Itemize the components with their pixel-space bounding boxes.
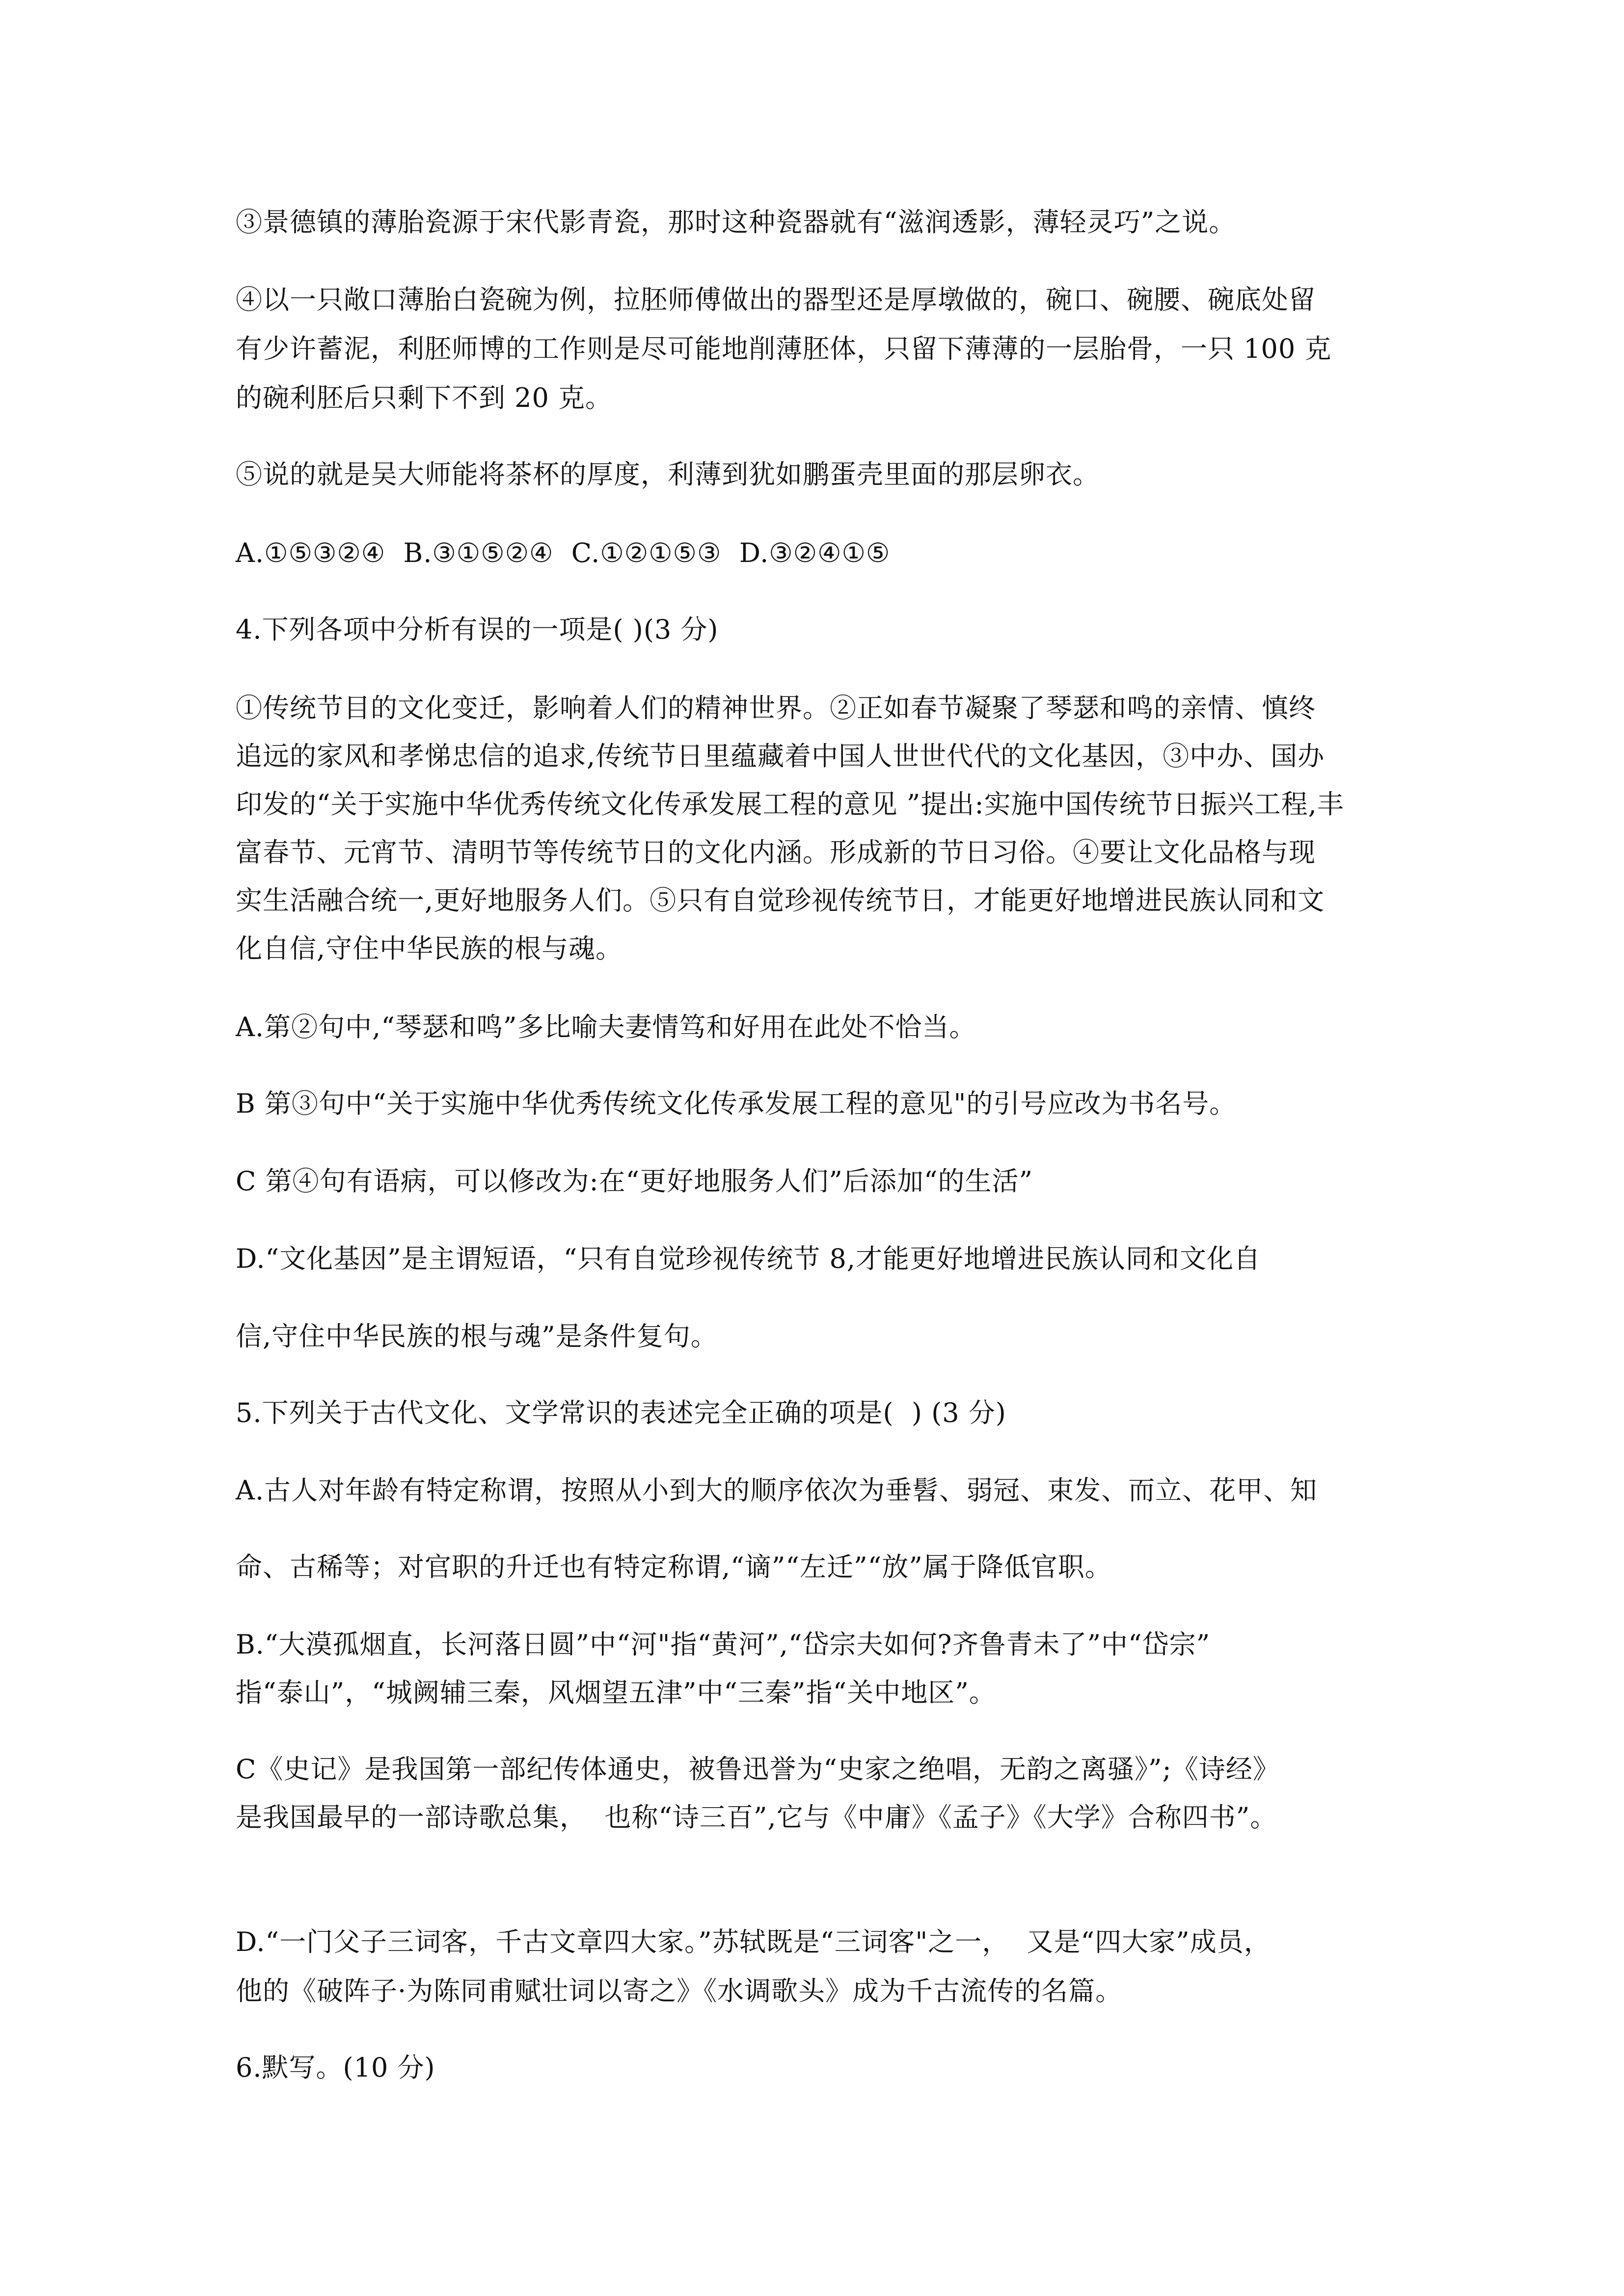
option-line-4c: 的碗利胚后只剩下不到 20 克。 <box>236 382 613 413</box>
answer-choices: A.①⑤③②④ B.③①⑤②④ C.①②①⑤③ D.③②④①⑤ <box>236 537 891 568</box>
q5-option-b-line-1: B.“大漠孤烟直，长河落日圆”中“河"指“黄河”,“岱宗夫如何?齐鲁青未了”中“岱宗” <box>236 1629 1211 1660</box>
q5-option-d-line-1: D.“一门父子三词客，千古文章四大家。”苏轼既是“三词客"之一， 又是“四大家”成员， <box>236 1926 1271 1957</box>
q4-passage-line-3: 印发的“关于实施中华优秀传统文化传承发展工程的意见 ”提出:实施中国传统节日振兴工程,丰 <box>236 789 1344 820</box>
option-line-4b: 有少许蓄泥，利胚师博的工作则是尽可能地削薄胚体，只留下薄薄的一层胎骨，一只 100 克 <box>236 333 1332 364</box>
q5-option-a-line-1: A.古人对年龄有特定称谓，按照从小到大的顺序依次为垂髫、弱冠、束发、而立、花甲、知 <box>236 1475 1318 1506</box>
q4-passage-line-1: ①传统节目的文化变迁，影响着人们的精神世界。②正如春节凝聚了琴瑟和鸣的亲情、慎终 <box>236 693 1316 723</box>
q4-passage-line-4: 富春节、元宵节、清明节等传统节日的文化内涵。形成新的节日习俗。④要让文化品格与现 <box>236 837 1316 868</box>
option-line-5: ⑤说的就是吴大师能将茶杯的厚度，利薄到犹如鹏蛋壳里面的那层卵衣。 <box>236 459 1100 490</box>
q4-option-c: C 第④句有语病，可以修改为:在“更好地服务人们”后添加“的生活” <box>236 1166 1033 1197</box>
q4-passage-line-5: 实生活融合统一,更好地服务人们。⑤只有自觉珍视传统节日，才能更好地增进民族认同和文 <box>236 885 1325 916</box>
q4-passage-line-6: 化自信,守住中华民族的根与魂。 <box>236 933 623 964</box>
q5-option-c-line-2: 是我国最早的一部诗歌总集， 也称“诗三百”,它与《中庸》《孟子》《大学》合称四书”。 <box>236 1802 1277 1833</box>
question-4-title: 4.下列各项中分析有误的一项是( )(3 分) <box>236 614 719 645</box>
q5-option-a-line-2: 命、古稀等；对官职的升迁也有特定称谓,“谪”“左迁”“放”属于降低官职。 <box>236 1551 1112 1582</box>
question-6-title: 6.默写。(10 分) <box>236 2052 435 2083</box>
q5-option-d-line-2: 他的《破阵子·为陈同甫赋壮词以寄之》《水调歌头》成为千古流传的名篇。 <box>236 1976 1123 2006</box>
question-5-title: 5.下列关于古代文化、文学常识的表述完全正确的项是( ) (3 分) <box>236 1397 1006 1428</box>
q4-option-d-line-1: D.“文化基因”是主谓短语，“只有自觉珍视传统节 8,才能更好地增进民族认同和文化自 <box>236 1243 1261 1274</box>
q4-option-a: A.第②句中,“琴瑟和鸣”多比喻夫妻情笃和好用在此处不恰当。 <box>236 1012 976 1042</box>
option-line-3: ③景德镇的薄胎瓷源于宋代影青瓷，那时这种瓷器就有“滋润透影，薄轻灵巧”之说。 <box>236 207 1236 238</box>
option-line-4a: ④以一只敞口薄胎白瓷碗为例，拉胚师傅做出的器型还是厚墩做的，碗口、碗腰、碗底处留 <box>236 284 1316 315</box>
q5-option-b-line-2: 指“泰山”，“城阙辅三秦，风烟望五津”中“三秦”指“关中地区”。 <box>236 1677 996 1708</box>
q4-option-b: B 第③句中“关于实施中华优秀传统文化传承发展工程的意见"的引号应改为书名号。 <box>236 1088 1237 1119</box>
q4-passage-line-2: 追远的家风和孝悌忠信的追求,传统节日里蕴藏着中国人世世代代的文化基因，③中办、国办 <box>236 741 1325 772</box>
q4-option-d-line-2: 信,守住中华民族的根与魂”是条件复句。 <box>236 1321 718 1352</box>
q5-option-c-line-1: C《史记》是我国第一部纪传体通史，被鲁迅誉为“史家之绝唱，无韵之离骚》”;《诗经》 <box>236 1754 1280 1785</box>
